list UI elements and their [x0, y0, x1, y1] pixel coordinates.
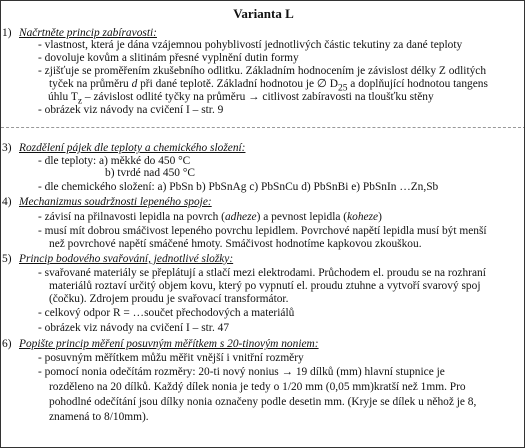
page-title: Varianta L	[233, 6, 294, 21]
bullet-continuation: znamená to 8/10mm).	[49, 411, 149, 423]
bullet-line: - pomocí nonia odečítám rozměry: 20-ti nový nonius → 19 dílků (mm) hlavní stupnice je	[38, 366, 445, 378]
section-3-heading	[2, 142, 245, 155]
italic-term: adheze	[224, 211, 257, 223]
bullet-continuation: materiálů roztaví určitý objem kovu, který po vypnutí el. proudu ztuhne a vytvoří svarový spoj	[49, 280, 481, 292]
bullet-line: - dle chemického složení: a) PbSn b) PbSnAg c) PbSnCu d) PbSnBi e) PbSnIn …Zn,Sb	[38, 181, 439, 193]
section-1-heading	[2, 27, 157, 40]
bullet-continuation: b) tvrdé nad 450 °C	[105, 167, 195, 179]
section-number: 6)	[2, 338, 12, 350]
section-separator	[1, 127, 525, 128]
heading-text: Rozdělení pájek dle teploty a chemického složení:	[19, 142, 246, 154]
bullet-line	[38, 211, 382, 224]
bullet-continuation: rozděleno na 20 dílků. Každý dílek nonia je tedy o 1/20 mm (0,05 mm)kratší než 1mm. Pro	[49, 381, 466, 393]
bullet-line: - obrázek viz návody na cvičení I – str. 47	[38, 322, 230, 334]
bullet-line: - zjišťuje se proměřením zkušebního odlitku. Základním hodnocením je závislost délky Z odlitých	[38, 65, 487, 77]
bullet-line: - dle teploty: a) měkké do 450 °C	[38, 155, 191, 167]
heading-text: Načrtněte princip zabíravosti:	[19, 27, 157, 39]
section-number: 1)	[2, 27, 12, 39]
text-run: – závislost odlité tyčky na průměru → citlivost zabíravosti na tloušťku stěny	[82, 91, 434, 103]
section-6-heading	[2, 338, 319, 351]
bullet-continuation: pohodlné odečítání jsou dílky nonia označeny podle desetin mm. (Kryje se dílek u něhož je 8,	[49, 396, 477, 408]
bullet-line: - obrázek viz návody na cvičení I – str. 9	[38, 104, 224, 116]
text-run: )	[378, 211, 382, 223]
bullet-continuation: (čočku). Zdrojem proudu je svařovací transformátor.	[49, 293, 289, 305]
section-number: 5)	[2, 253, 12, 265]
subscript: 25	[337, 83, 348, 94]
heading-text: Mechanizmus soudržnosti lepeného spoje:	[19, 196, 212, 208]
italic-symbol: d	[131, 78, 138, 90]
heading-text: Popište princip měření posuvným měřítkem s 20-tinovým noniem:	[19, 338, 319, 350]
bullet-line: - dovoluje kovům a slitinám přesné vyplnění dutin formy	[38, 52, 299, 64]
bullet-line: - celkový odpor R = …součet přechodových a materiálů	[38, 307, 295, 319]
text-run: ) a pevnost lepidla (	[256, 211, 348, 223]
section-5-heading	[2, 253, 233, 266]
bullet-line: - svařované materiály se přeplátují a stlačí mezi elektrodami. Průchodem el. proudu se na rozhraní	[38, 267, 486, 279]
heading-text: Princip bodového svařování, jednotlivé složky:	[19, 253, 234, 265]
text-run: úhlu T	[48, 91, 78, 103]
section-number: 3)	[2, 142, 12, 154]
text-run: a doplňující hodnotou tangens	[347, 78, 488, 90]
bullet-continuation: než povrchové napětí smáčené hmoty. Smáčivost hodnotíme kapkovou zkouškou.	[49, 238, 422, 250]
bullet-line: - vlastnost, která je dána vzájemnou pohyblivostí jednotlivých částic tekutiny za dané teploty	[38, 39, 463, 51]
bullet-line: - musí mít dobrou smáčivost lepeného povrchu lepidlem. Povrchové napětí lepidla musí být menší	[38, 225, 487, 237]
subscript: z	[77, 96, 83, 107]
section-4-heading	[2, 196, 212, 209]
text-run: - závisí na přilnavosti lepidla na povrch (	[38, 211, 225, 223]
text-run: tyček na průměru	[49, 78, 132, 90]
text-run: při dané teplotě. Základní hodnotou je ∅ D	[137, 78, 338, 90]
italic-term: koheze	[347, 211, 379, 223]
section-number: 4)	[2, 196, 12, 208]
bullet-line: - posuvným měřítkem můžu měřit vnější i vnitřní rozměry	[38, 352, 304, 364]
